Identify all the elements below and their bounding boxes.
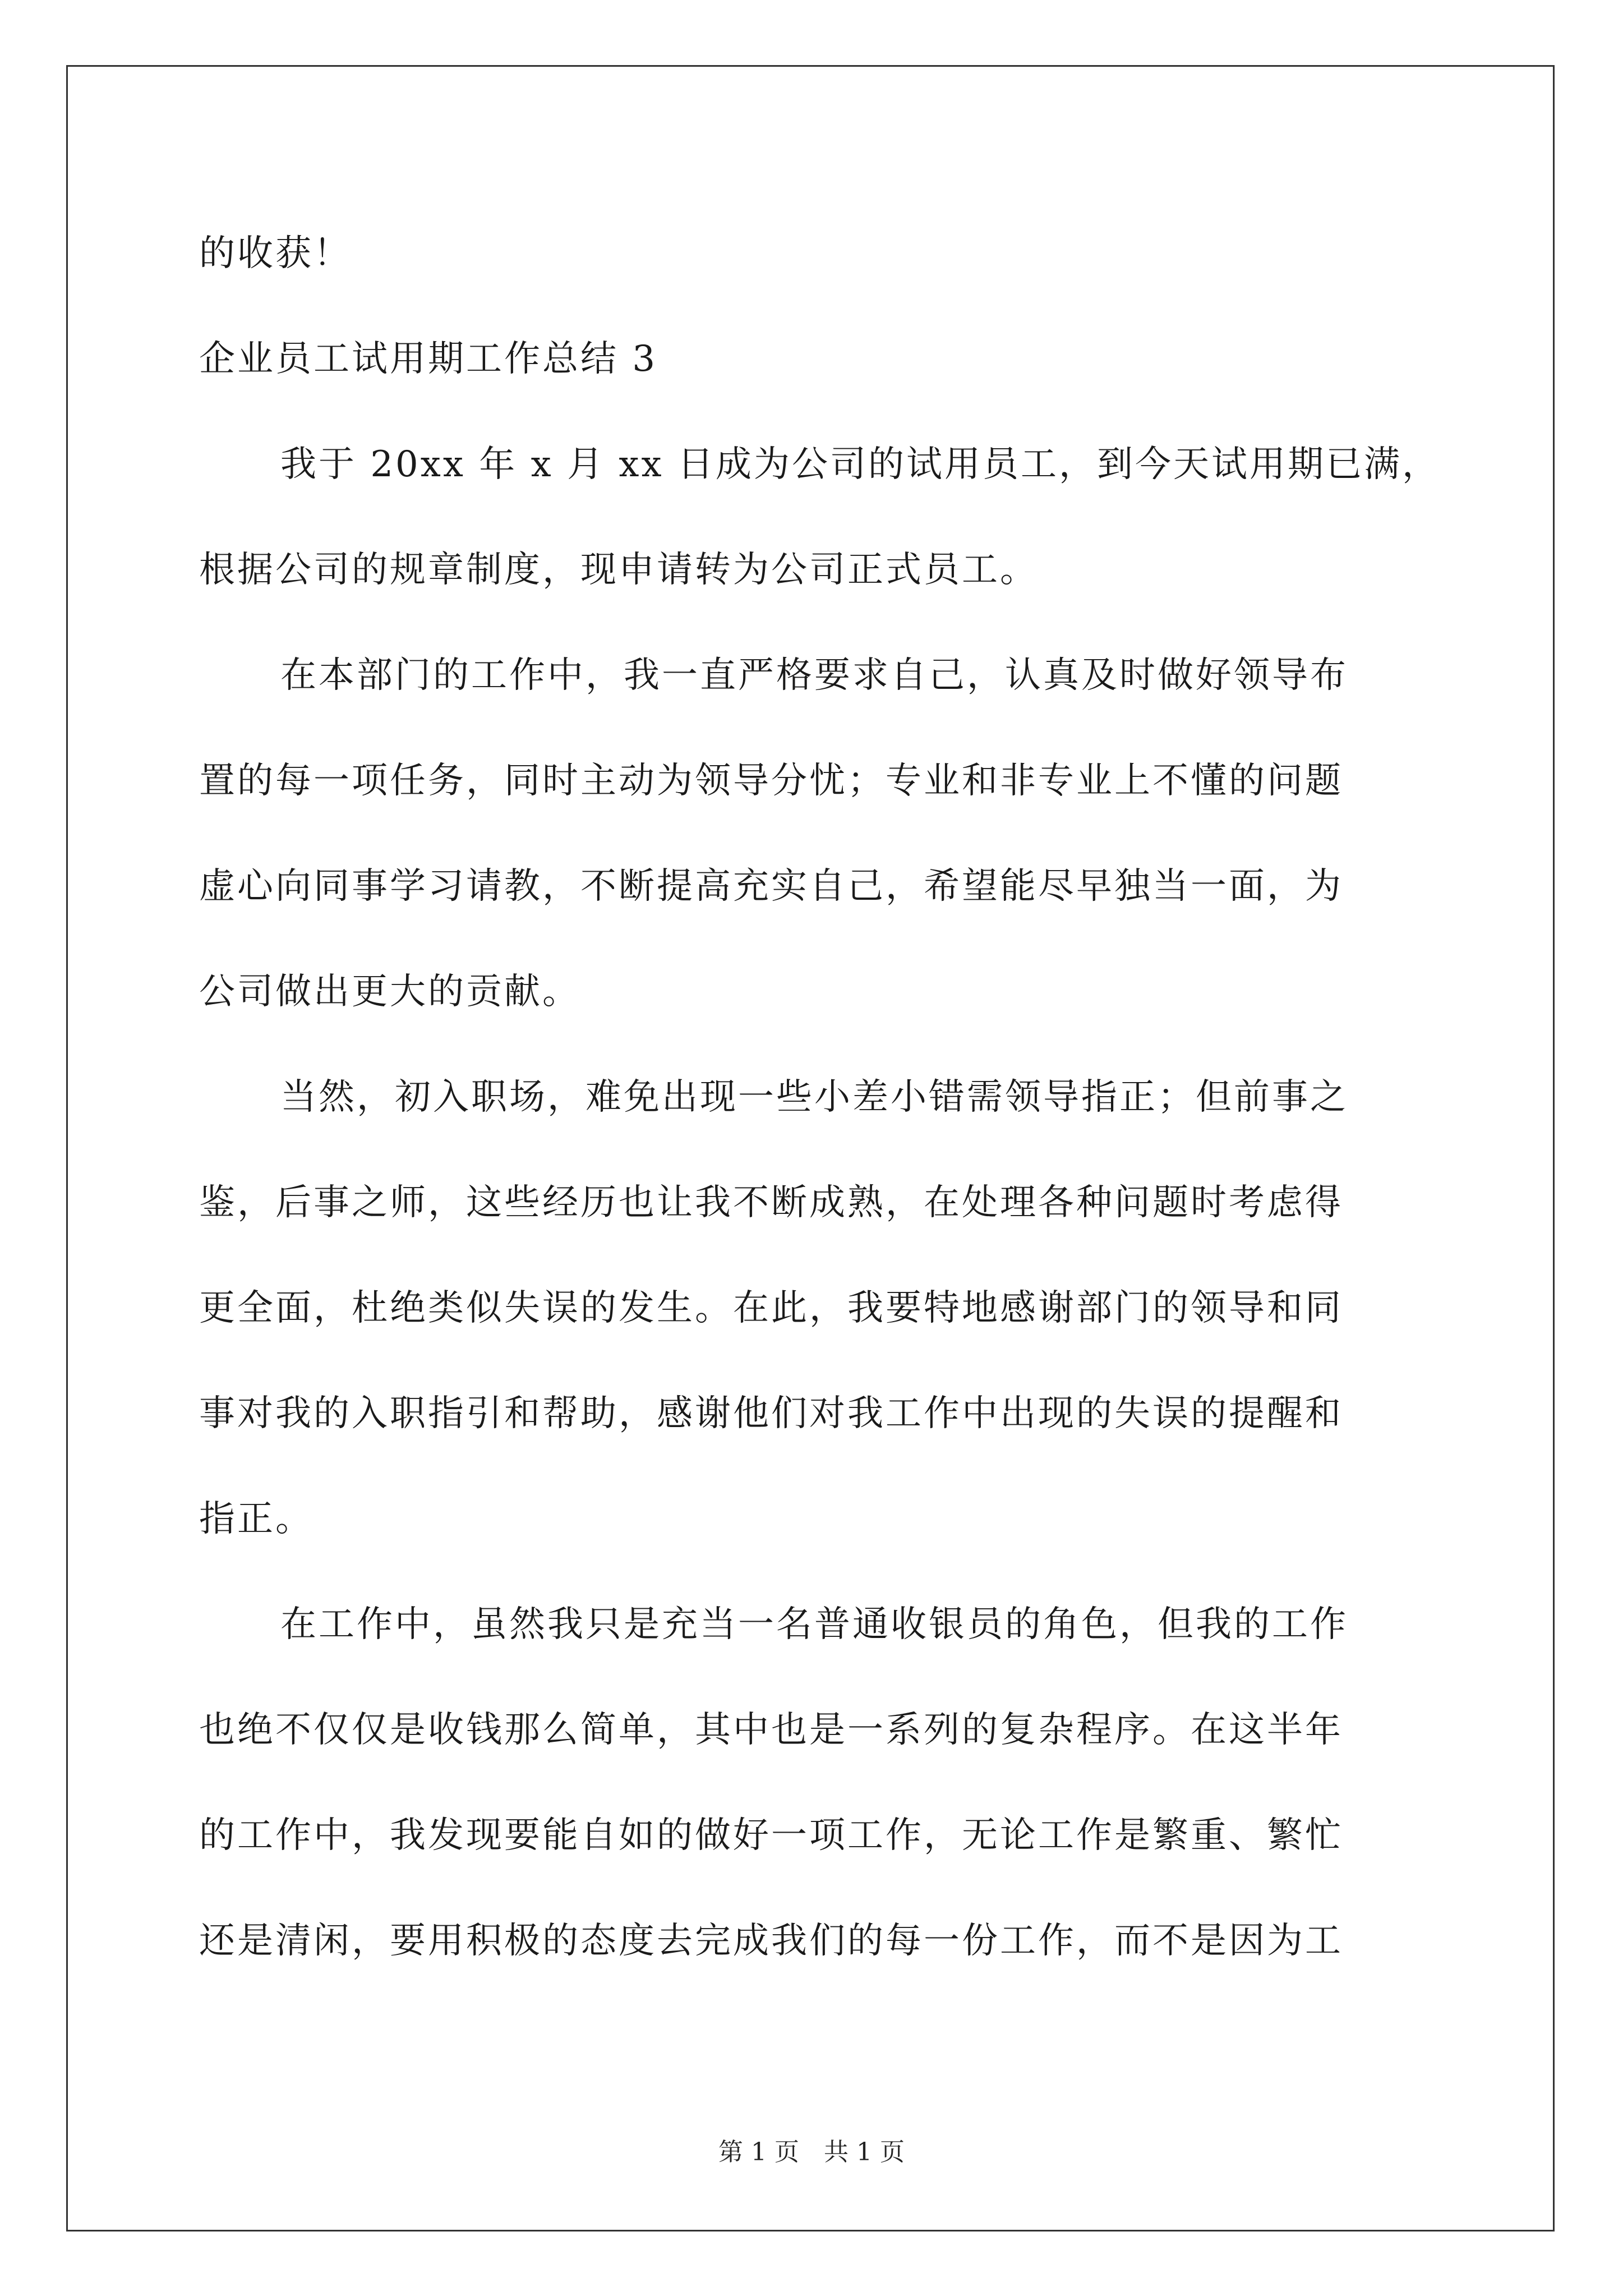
- document-body: [199, 201, 1483, 1994]
- page-footer: [0, 2132, 1623, 2168]
- text-line: 的收获！: [199, 233, 352, 274]
- text-line: 事对我的入职指引和帮助，感谢他们对我工作中出现的失误的提醒和: [199, 1393, 1343, 1434]
- text-line: 置的每一项任务，同时主动为领导分忧；专业和非专业上不懂的问题: [199, 760, 1343, 802]
- text-line: 还是清闲，要用积极的态度去完成我们的每一份工作，而不是因为工: [199, 1920, 1343, 1962]
- text-line: 我于 20xx 年 x 月 xx 日成为公司的试用员工，到今天试用期已满，: [280, 444, 1440, 485]
- text-line: 根据公司的规章制度，现申请转为公司正式员工。: [199, 549, 1038, 591]
- page-number-total: 共 1 页: [824, 2138, 905, 2166]
- text-line: 虚心向同事学习请教，不断提高充实自己，希望能尽早独当一面，为: [199, 866, 1343, 907]
- section-title: 企业员工试用期工作总结 3: [199, 338, 658, 380]
- text-line: 也绝不仅仅是收钱那么简单，其中也是一系列的复杂程序。在这半年: [199, 1709, 1343, 1751]
- text-line: 指正。: [199, 1498, 313, 1540]
- text-line: 更全面，杜绝类似失误的发生。在此，我要特地感谢部门的领导和同: [199, 1287, 1343, 1329]
- text-line: 当然，初入职场，难免出现一些小差小错需领导指正；但前事之: [280, 1076, 1348, 1118]
- page-number-current: 第 1 页: [718, 2138, 799, 2166]
- text-line: 公司做出更大的贡献。: [199, 971, 580, 1013]
- text-line: 在本部门的工作中，我一直严格要求自己，认真及时做好领导布: [280, 655, 1348, 696]
- text-line: 的工作中，我发现要能自如的做好一项工作，无论工作是繁重、繁忙: [199, 1815, 1343, 1856]
- text-line: 鉴，后事之师，这些经历也让我不断成熟，在处理各种问题时考虑得: [199, 1182, 1343, 1223]
- text-line: 在工作中，虽然我只是充当一名普通收银员的角色，但我的工作: [280, 1604, 1348, 1645]
